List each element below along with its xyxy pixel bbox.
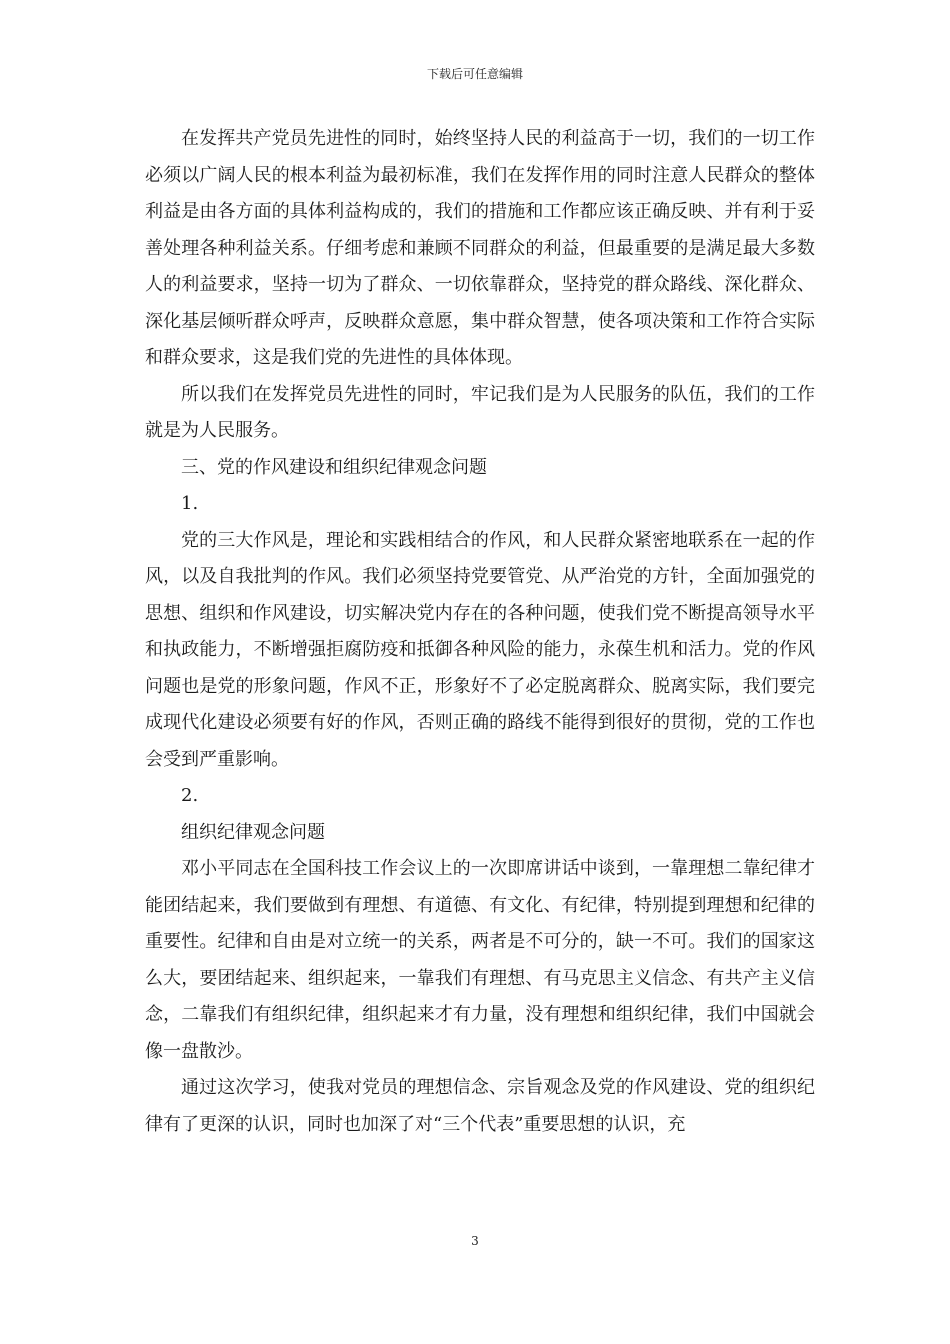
paragraph-deng-speech: 邓小平同志在全国科技工作会议上的一次即席讲话中谈到，一靠理想二靠纪律才能团结起来，我们要做到有理想、有道德、有文化、有纪律，特别提到理想和纪律的重要性。纪律和自由是对立统一的关系，两者是不可分的，缺一不可。我们的国家这么大，要团结起来、组织起来，一靠我们有理想、有马克思主义信念、有共产主义信念，二靠我们有组织纪律，组织起来才有力量，没有理想和组织纪律，我们中国就会像一盘散沙。 xyxy=(145,858,815,1062)
page-number: 3 xyxy=(471,1234,479,1248)
document-body xyxy=(145,121,815,1143)
paragraph-party-style: 党的三大作风是，理论和实践相结合的作风，和人民群众紧密地联系在一起的作风，以及自我批判的作风。我们必须坚持党要管党、从严治党的方针，全面加强党的思想、组织和作风建设，切实解决党内存在的各种问题，使我们党不断提高领导水平和执政能力，不断增强拒腐防疫和抵御各种风险的能力，永葆生机和活力。党的作风问题也是党的形象问题，作风不正，形象好不了必定脱离群众、脱离实际，我们要完成现代化建设必须要有好的作风，否则正确的路线不能得到很好的贯彻，党的工作也会受到严重影响。 xyxy=(145,529,815,770)
subsection-number-2: 2. xyxy=(181,785,199,806)
paragraph-2: 所以我们在发挥党员先进性的同时，牢记我们是为人民服务的队伍，我们的工作就是为人民服务。 xyxy=(145,383,815,441)
paragraph-1: 在发挥共产党员先进性的同时，始终坚持人民的利益高于一切，我们的一切工作必须以广阔人民的根本利益为最初标准，我们在发挥作用的同时注意人民群众的整体利益是由各方面的具体利益构成的，我们的措施和工作都应该正确反映、并有利于妥善处理各种利益关系。仔细考虑和兼顾不同群众的利益，但最重要的是满足最大多数人的利益要求，坚持一切为了群众、一切依靠群众，坚持党的群众路线、深化群众、深化基层倾听群众呼声，反映群众意愿，集中群众智慧，使各项决策和工作符合实际和群众要求，这是我们党的先进性的具体体现。 xyxy=(145,128,815,368)
page-header: 下载后可任意编辑 xyxy=(426,67,523,81)
paragraph-conclusion: 通过这次学习，使我对党员的理想信念、宗旨观念及党的作风建设、党的组织纪律有了更深的认识，同时也加深了对“三个代表”重要思想的认识，充 xyxy=(145,1077,815,1135)
subsection-title-discipline: 组织纪律观念问题 xyxy=(181,821,325,843)
subsection-number-1: 1. xyxy=(181,493,199,514)
section-heading-3: 三、党的作风建设和组织纪律观念问题 xyxy=(181,456,487,478)
